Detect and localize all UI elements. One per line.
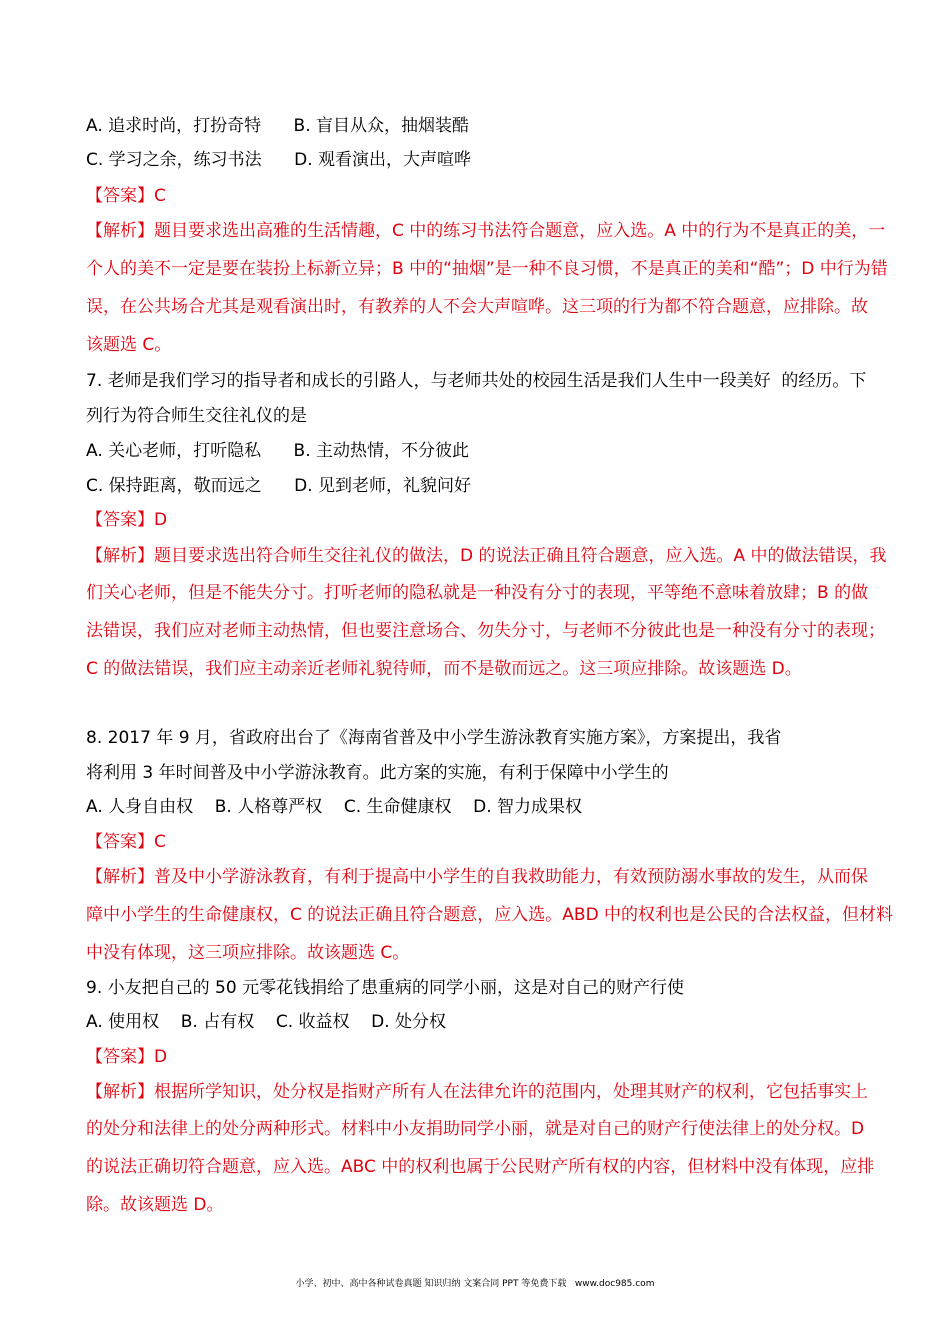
q6-answer: 【答案】C — [86, 186, 166, 206]
q7-stem-line-1: 7. 老师是我们学习的指导者和成长的引路人，与老师共处的校园生活是我们人生中一段美好 的经历。下 — [86, 371, 867, 391]
q8-stem-line-2: 将利用 3 年时间普及中小学游泳教育。此方案的实施，有利于保障中小学生的 — [86, 763, 669, 783]
q7-answer: 【答案】D — [86, 510, 168, 530]
q6-analysis-line-4: 该题选 C。 — [86, 335, 172, 355]
page-footer: 小学、初中、高中各种试卷真题 知识归纳 文案合同 PPT 等免费下载 www.doc985.com — [295, 1279, 655, 1289]
q7-options-line-1: A. 关心老师，打听隐私 B. 主动热情，不分彼此 — [86, 441, 470, 461]
q7-analysis-line-2: 们关心老师，但是不能失分寸。打听老师的隐私就是一种没有分寸的表现，平等绝不意味着放肆；B 的做 — [86, 583, 869, 603]
q6-analysis-line-2: 个人的美不一定是要在装扮上标新立异；B 中的“抽烟”是一种不良习惯，不是真正的美和“酷”；D 中行为错 — [86, 259, 888, 279]
q9-analysis-line-3: 的说法正确切符合题意，应入选。ABC 中的权利也属于公民财产所有权的内容，但材料中没有体现，应排 — [86, 1157, 875, 1177]
q9-answer: 【答案】D — [86, 1047, 168, 1067]
q9-analysis-line-2: 的处分和法律上的处分两种形式。材料中小友捐助同学小丽，就是对自己的财产行使法律上的处分权。D — [86, 1119, 865, 1139]
q7-stem-line-2: 列行为符合师生交往礼仪的是 — [86, 406, 307, 426]
q7-analysis-line-3: 法错误，我们应对老师主动热情，但也要注意场合、勿失分寸，与老师不分彼此也是一种没有分寸的表现； — [86, 621, 885, 641]
q9-stem-line-1: 9. 小友把自己的 50 元零花钱捐给了患重病的同学小丽，这是对自己的财产行使 — [86, 978, 685, 998]
q6-options-line-2: C. 学习之余，练习书法 D. 观看演出，大声喧哗 — [86, 150, 471, 170]
q8-answer: 【答案】C — [86, 832, 166, 852]
q9-analysis-line-1: 【解析】根据所学知识，处分权是指财产所有人在法律允许的范围内，处理其财产的权利，它包括事实上 — [86, 1082, 868, 1102]
q7-analysis-line-4: C 的做法错误，我们应主动亲近老师礼貌待师，而不是敬而远之。这三项应排除。故该题选 D。 — [86, 659, 802, 679]
q6-options-line-1: A. 追求时尚，打扮奇特 B. 盲目从众，抽烟装酷 — [86, 116, 470, 136]
q8-options-line-1: A. 人身自由权 B. 人格尊严权 C. 生命健康权 D. 智力成果权 — [86, 797, 583, 817]
q7-analysis-line-1: 【解析】题目要求选出符合师生交往礼仪的做法，D 的说法正确且符合题意，应入选。A 中的做法错误，我 — [86, 546, 887, 566]
q8-analysis-line-1: 【解析】普及中小学游泳教育，有利于提高中小学生的自我救助能力，有效预防溺水事故的发生，从而保 — [86, 867, 868, 887]
q9-options-line-1: A. 使用权 B. 占有权 C. 收益权 D. 处分权 — [86, 1012, 447, 1032]
q6-analysis-line-1: 【解析】题目要求选出高雅的生活情趣，C 中的练习书法符合题意，应入选。A 中的行为不是真正的美，一 — [86, 221, 886, 241]
q8-analysis-line-3: 中没有体现，这三项应排除。故该题选 C。 — [86, 943, 410, 963]
q6-analysis-line-3: 误，在公共场合尤其是观看演出时，有教养的人不会大声喧哗。这三项的行为都不符合题意，应排除。故 — [86, 297, 868, 317]
q7-options-line-2: C. 保持距离，敬而远之 D. 见到老师，礼貌问好 — [86, 476, 471, 496]
q9-analysis-line-4: 除。故该题选 D。 — [86, 1195, 224, 1215]
q8-stem-line-1: 8. 2017 年 9 月，省政府出台了《海南省普及中小学生游泳教育实施方案》，方案提出，我省 — [86, 728, 782, 748]
q8-analysis-line-2: 障中小学生的生命健康权，C 的说法正确且符合题意，应入选。ABD 中的权利也是公民的合法权益，但材料 — [86, 905, 894, 925]
